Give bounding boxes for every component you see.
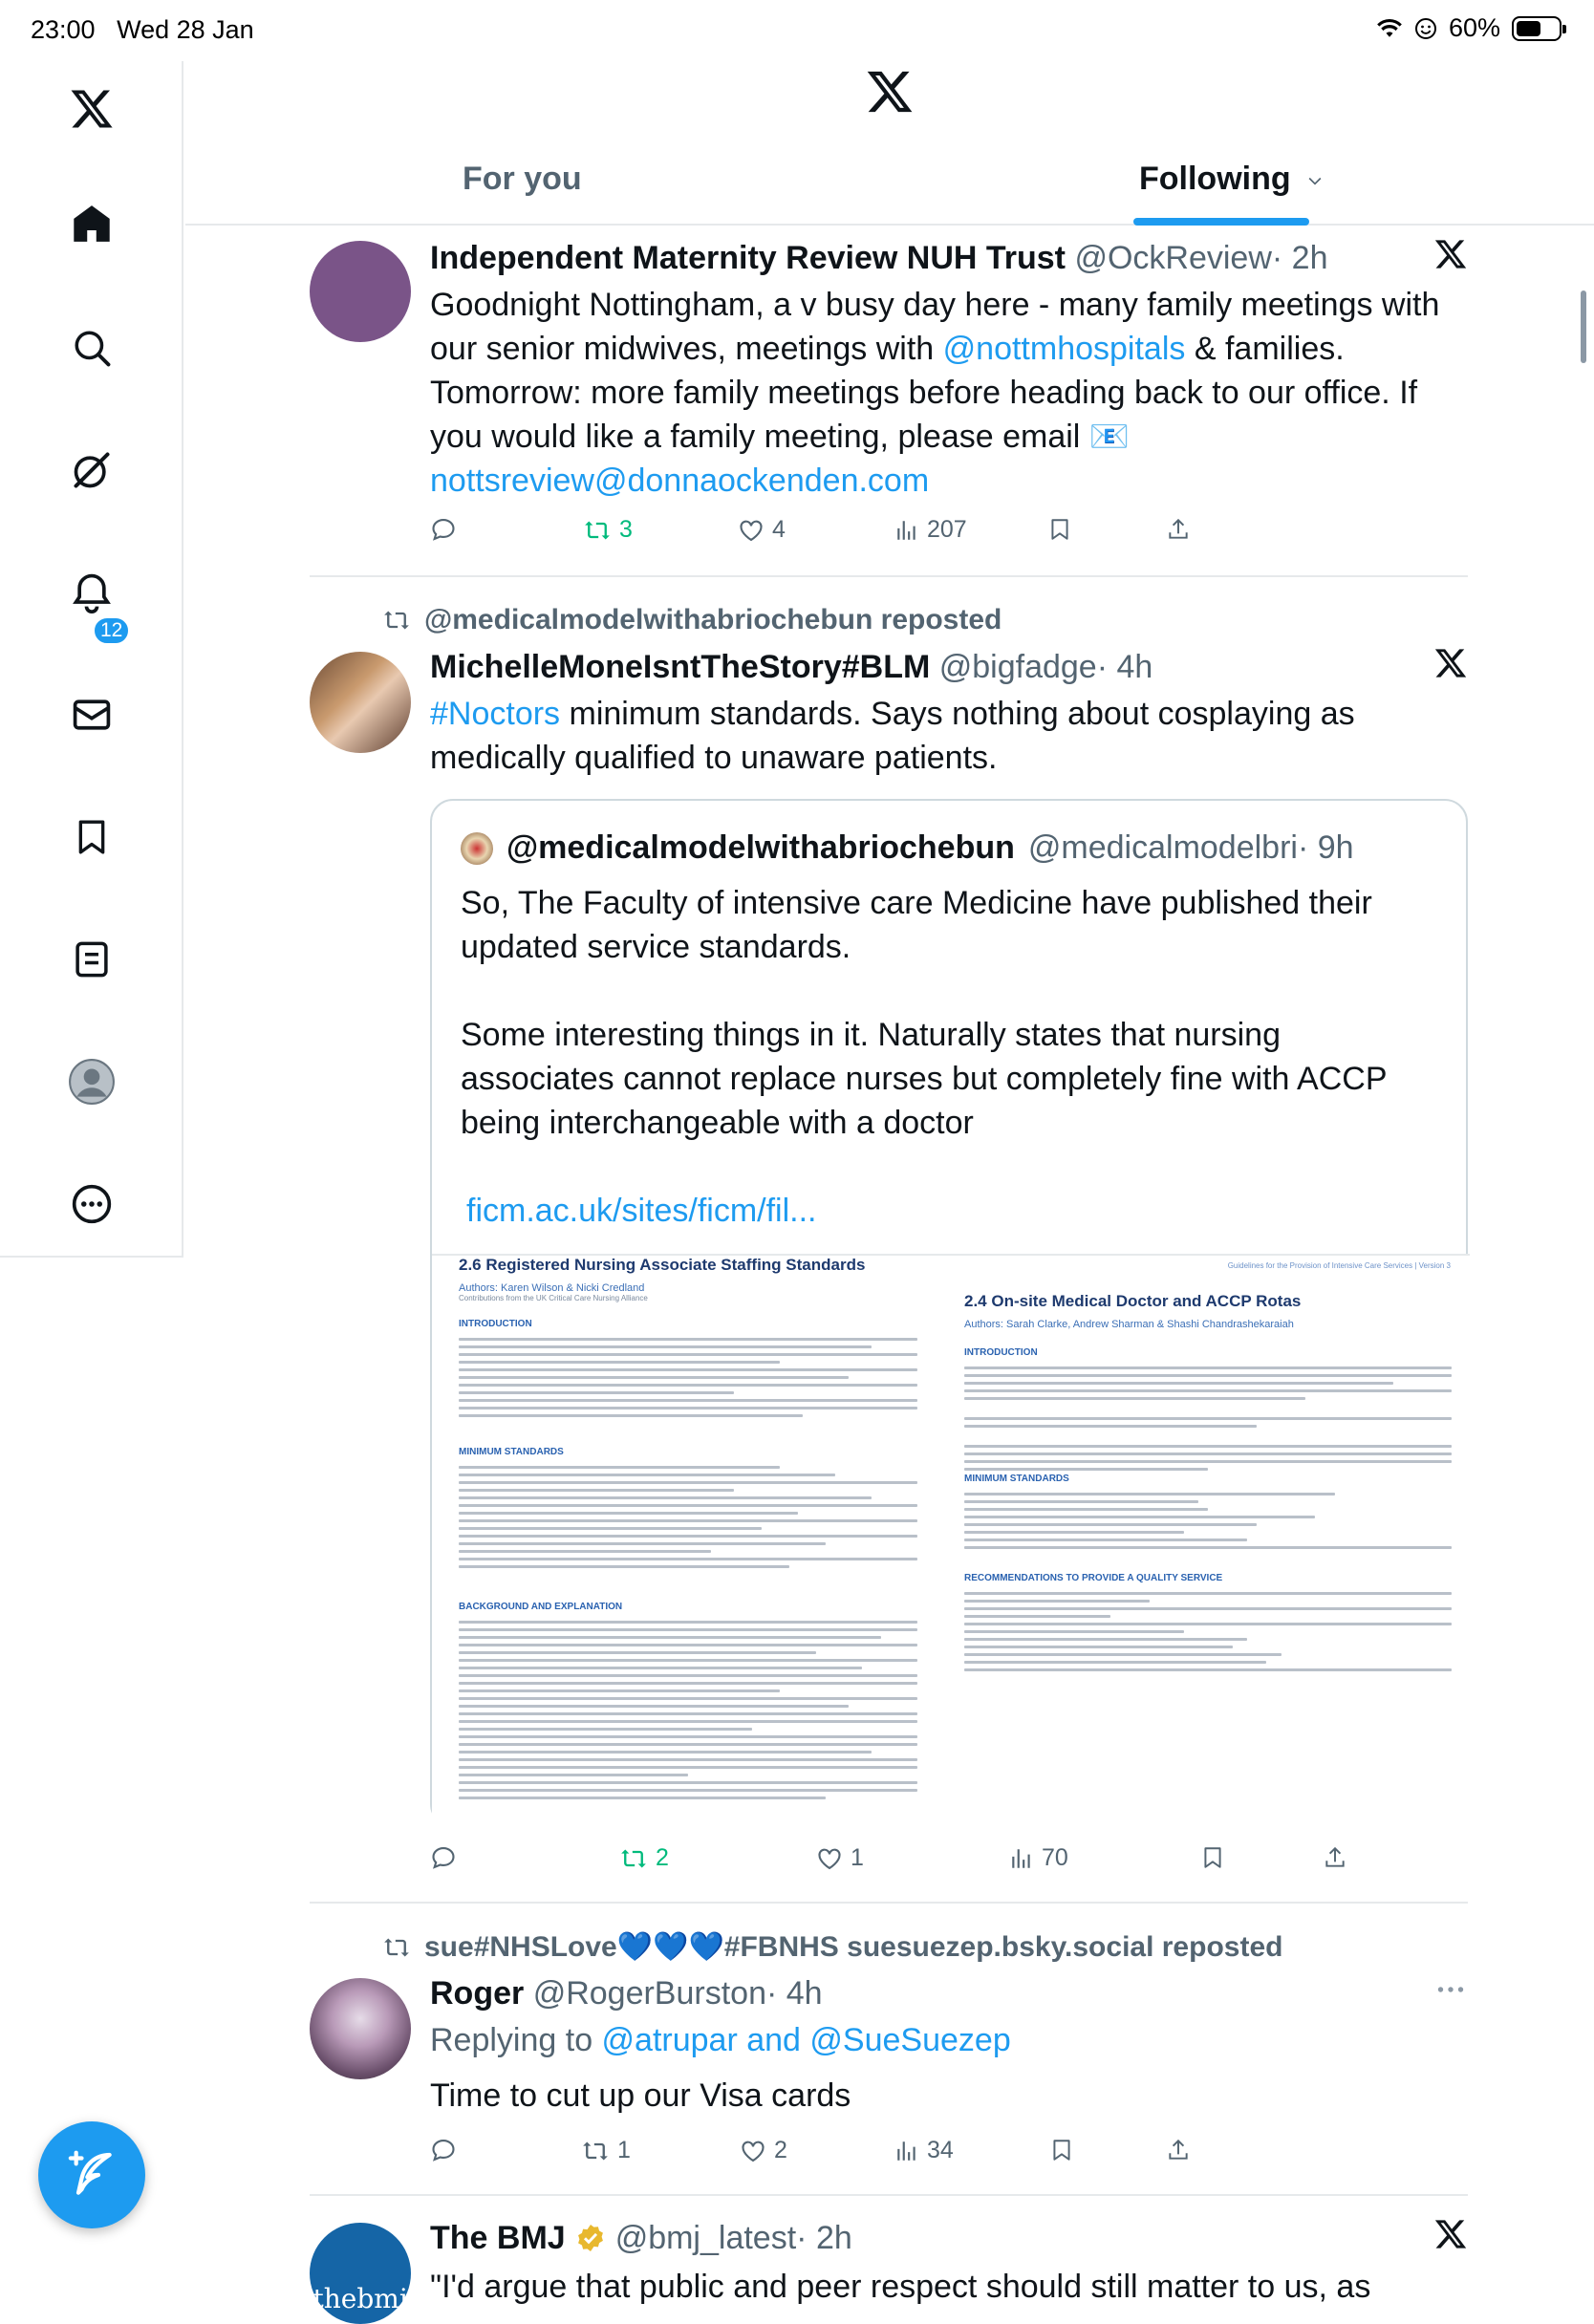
- reply-icon: [430, 2137, 457, 2163]
- share-icon: [1166, 2137, 1191, 2163]
- views-button[interactable]: 207: [894, 516, 967, 544]
- status-time: 23:00 Wed 28 Jan: [31, 15, 254, 44]
- battery-icon: [1512, 16, 1562, 41]
- share-icon: [1323, 1844, 1347, 1871]
- author-name[interactable]: @medicalmodelwithabriochebun: [506, 829, 1015, 866]
- like-icon: [740, 2138, 766, 2164]
- quote-link[interactable]: ficm.ac.uk/sites/ficm/fil...: [466, 1193, 817, 1229]
- doc-contrib: Contributions from the UK Critical Care Nursing Alliance: [459, 1294, 648, 1302]
- doc-paragraph: [964, 1366, 1452, 1475]
- tweet-actions: [430, 1844, 1386, 1883]
- document-image[interactable]: [432, 1254, 1470, 1827]
- avatar[interactable]: [310, 652, 411, 753]
- sidebar-nav: [0, 61, 183, 1258]
- verified-badge-icon: [575, 2223, 606, 2253]
- doc-paragraph: [459, 1338, 917, 1422]
- repost-icon: [581, 2138, 610, 2164]
- bookmark-button[interactable]: [1049, 2137, 1074, 2163]
- author-name[interactable]: MichelleMoneIsntTheStory#BLM: [430, 649, 931, 685]
- doc-heading: RECOMMENDATIONS TO PROVIDE A QUALITY SERVICE: [964, 1573, 1223, 1583]
- repost-icon: [583, 517, 612, 544]
- more-icon[interactable]: [63, 1175, 120, 1233]
- tweet-header: [430, 646, 1468, 688]
- tweet-time: · 2h: [796, 2220, 852, 2256]
- replying-to: Replying to @atrupar and @SueSuezep: [430, 2022, 1011, 2058]
- notification-badge: 12: [92, 615, 131, 646]
- more-options-icon[interactable]: [1433, 1980, 1468, 2004]
- author-handle[interactable]: @bmj_latest: [614, 2220, 797, 2256]
- doc-paragraph: [459, 1621, 917, 1804]
- scrollbar[interactable]: [1581, 290, 1586, 363]
- like-icon: [738, 517, 765, 544]
- tweet[interactable]: [310, 237, 1468, 562]
- home-icon[interactable]: [63, 195, 120, 252]
- tab-following[interactable]: Following: [1139, 161, 1325, 198]
- doc-authors: Authors: Karen Wilson & Nicki Credland: [459, 1282, 645, 1294]
- repost-icon: [382, 1934, 411, 1961]
- active-tab-indicator: [1133, 218, 1309, 226]
- doc-heading: MINIMUM STANDARDS: [964, 1474, 1069, 1484]
- tweet-text: Goodnight Nottingham, a v busy day here - many family meetings with our senior midwives, meetings with @nottmhospitals & families. Tomorrow: more family meetings before heading back to our office. If you would like a family meeting, please email 📧 nottsreview@donnaockenden.com: [430, 287, 1440, 499]
- divider: [310, 2194, 1468, 2196]
- tweet-header: [430, 237, 1468, 279]
- repost-indicator[interactable]: @medicalmodelwithabriochebun reposted: [382, 604, 1002, 636]
- like-icon: [816, 1845, 843, 1872]
- doc-title: 2.4 On-site Medical Doctor and ACCP Rotas: [964, 1292, 1302, 1310]
- repost-icon: [619, 1845, 648, 1872]
- grok-icon[interactable]: [63, 441, 120, 499]
- bookmark-icon: [1047, 516, 1072, 543]
- tweet[interactable]: [310, 1972, 1468, 2144]
- profile-icon[interactable]: [63, 1053, 120, 1110]
- author-name[interactable]: Independent Maternity Review NUH Trust: [430, 240, 1066, 276]
- compose-icon: [65, 2148, 118, 2202]
- tweet[interactable]: [310, 646, 1468, 799]
- tweet[interactable]: [310, 2217, 1468, 2314]
- doc-paragraph: [459, 1466, 917, 1573]
- doc-paragraph: [964, 1592, 1452, 1676]
- reply-button[interactable]: [430, 516, 464, 543]
- avatar[interactable]: [310, 1978, 411, 2079]
- reply-button[interactable]: [430, 2137, 464, 2163]
- x-logo[interactable]: [865, 67, 915, 121]
- tweet-actions: [430, 2137, 1290, 2175]
- avatar[interactable]: thebmj: [310, 2223, 411, 2324]
- repost-icon: [382, 607, 411, 634]
- x-logo[interactable]: [1433, 2217, 1468, 2256]
- author-handle[interactable]: @RogerBurston: [532, 1975, 766, 2012]
- tweet-actions: [430, 516, 1290, 554]
- bookmark-icon: [1200, 1844, 1225, 1871]
- compose-button[interactable]: [38, 2121, 145, 2228]
- tweet-text: "I'd argue that public and peer respect should still matter to us, as: [430, 2269, 1371, 2305]
- share-button[interactable]: [1166, 2137, 1191, 2163]
- doc-running-header: Guidelines for the Provision of Intensive Care Services | Version 3: [1227, 1261, 1451, 1270]
- quoted-tweet[interactable]: [430, 799, 1468, 1827]
- divider: [310, 1902, 1468, 1904]
- doc-paragraph: [964, 1493, 1452, 1554]
- tweet-text: #Noctors minimum standards. Says nothing about cosplaying as medically qualified to unaware patients.: [430, 696, 1355, 776]
- x-logo[interactable]: [63, 80, 120, 138]
- bell-icon[interactable]: [63, 564, 120, 621]
- views-icon: [894, 518, 919, 543]
- views-button[interactable]: 70: [1009, 1844, 1068, 1872]
- views-icon: [894, 2139, 919, 2163]
- author-name[interactable]: The BMJ: [430, 2220, 566, 2256]
- repost-button[interactable]: 2: [619, 1844, 669, 1872]
- x-logo[interactable]: [1433, 646, 1468, 685]
- like-button[interactable]: 4: [738, 516, 786, 544]
- focus-smiley-icon: [1414, 17, 1437, 40]
- tweet-text: Time to cut up our Visa cards: [430, 2077, 851, 2114]
- wifi-icon: [1376, 18, 1403, 39]
- search-icon[interactable]: [63, 319, 120, 377]
- author-name[interactable]: Roger: [430, 1975, 525, 2012]
- quote-header: [461, 829, 1354, 867]
- hashtag-link[interactable]: #Noctors: [430, 696, 561, 732]
- chevron-down-icon: [1305, 171, 1325, 190]
- views-icon: [1009, 1846, 1034, 1871]
- author-handle[interactable]: @bigfadge: [938, 649, 1097, 685]
- avatar[interactable]: [310, 241, 411, 342]
- share-icon: [1166, 516, 1191, 543]
- mention-link[interactable]: @nottmhospitals: [942, 331, 1186, 367]
- mail-icon[interactable]: [63, 686, 120, 743]
- author-handle[interactable]: @medicalmodelbri: [1027, 829, 1298, 866]
- bookmark-button[interactable]: [1200, 1844, 1225, 1871]
- reply-icon: [430, 516, 457, 543]
- document-page-left: [432, 1256, 934, 1829]
- doc-heading: INTRODUCTION: [964, 1347, 1038, 1358]
- repost-indicator[interactable]: sue#NHSLove💙💙💙#FBNHS suesuezep.bsky.social reposted: [382, 1930, 1282, 1964]
- document-page-right: [936, 1256, 1470, 1829]
- doc-heading: BACKGROUND AND EXPLANATION: [459, 1602, 623, 1612]
- quote-text: So, The Faculty of intensive care Medicine have published their updated service standards. Some interesting things in it. Naturally states that nursing associates cannot replace nurses but completely fine with ACCP being interchangeable with a doctor: [461, 885, 1387, 1141]
- tab-for-you[interactable]: For you: [463, 161, 582, 197]
- tweet-time: · 4h: [1096, 649, 1153, 685]
- email-link[interactable]: nottsreview@donnaockenden.com: [430, 463, 930, 499]
- doc-heading: INTRODUCTION: [459, 1319, 532, 1329]
- bookmark-button[interactable]: [1047, 516, 1072, 543]
- mention-link[interactable]: @atrupar and @SueSuezep: [601, 2022, 1011, 2058]
- divider: [310, 575, 1468, 577]
- author-handle[interactable]: @OckReview: [1074, 240, 1272, 276]
- tweet-header: [430, 2217, 1468, 2259]
- tweet-time: · 9h: [1297, 829, 1354, 866]
- share-button[interactable]: [1323, 1844, 1347, 1871]
- bookmark-icon[interactable]: [63, 808, 120, 866]
- reply-icon: [430, 1844, 457, 1871]
- doc-title: 2.6 Registered Nursing Associate Staffing Standards: [459, 1256, 866, 1274]
- like-button[interactable]: 2: [740, 2137, 787, 2164]
- bookmark-icon: [1049, 2137, 1074, 2163]
- timeline-header: [185, 61, 1594, 226]
- repost-button[interactable]: 1: [581, 2137, 631, 2164]
- x-logo[interactable]: [1433, 237, 1468, 276]
- tweet-time: · 4h: [765, 1975, 823, 2012]
- lists-icon[interactable]: [63, 931, 120, 988]
- tweet-time: · 2h: [1271, 240, 1328, 276]
- like-button[interactable]: 1: [816, 1844, 864, 1872]
- share-button[interactable]: [1166, 516, 1191, 543]
- doc-authors: Authors: Sarah Clarke, Andrew Sharman & Shashi Chandrashekaraiah: [964, 1319, 1294, 1330]
- status-bar: [0, 0, 1594, 61]
- views-button[interactable]: 34: [894, 2137, 954, 2164]
- avatar[interactable]: [461, 832, 493, 865]
- battery-percent: 60%: [1448, 13, 1500, 42]
- repost-button[interactable]: 3: [583, 516, 633, 544]
- doc-heading: MINIMUM STANDARDS: [459, 1447, 564, 1457]
- tweet-header: [430, 1972, 1468, 2014]
- reply-button[interactable]: [430, 1844, 464, 1871]
